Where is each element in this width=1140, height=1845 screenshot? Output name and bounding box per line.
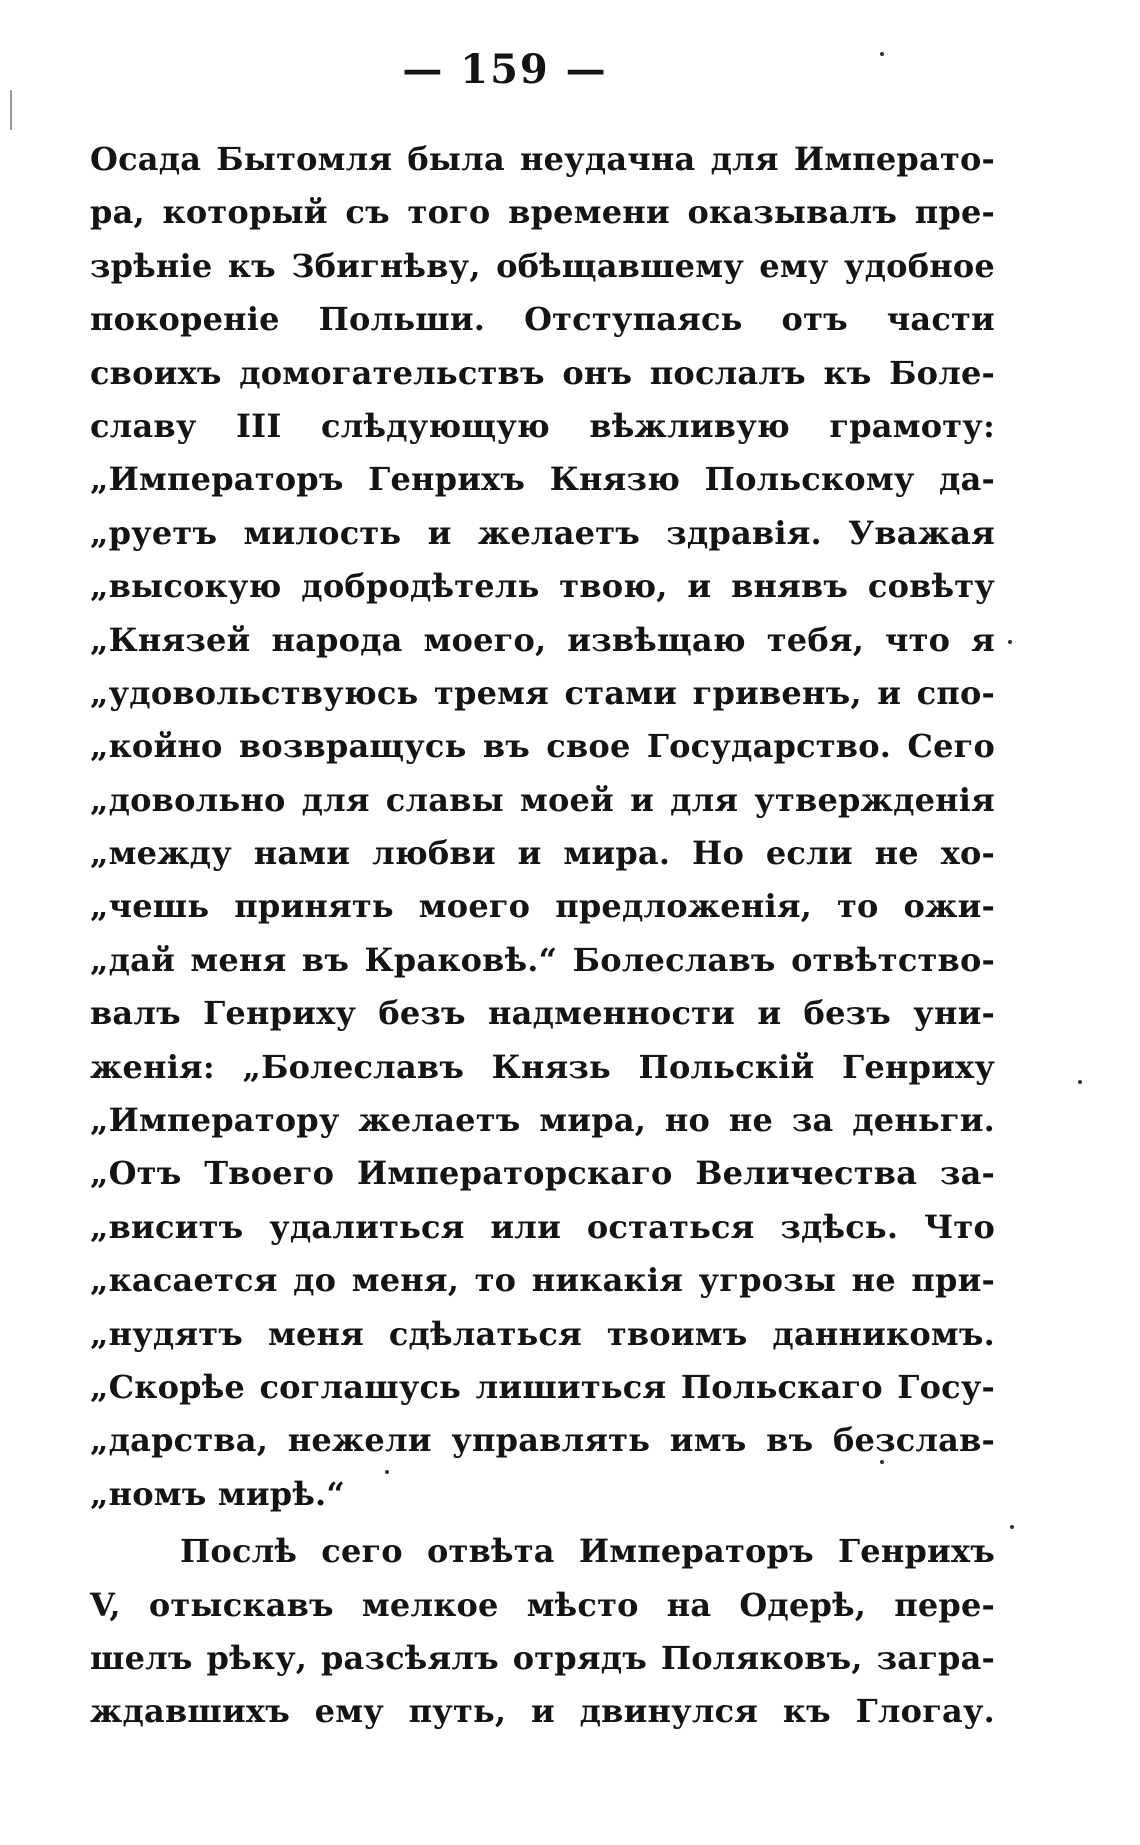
text-line: шелъ рѣку, разсѣялъ отрядъ Поляковъ, загра- — [90, 1638, 995, 1677]
text-line: Послѣ сего отвѣта Императоръ Генрихъ — [180, 1532, 995, 1571]
text-line: „чешь принять моего предложенія, то ожи- — [90, 887, 995, 926]
text-line: „Императору желаетъ мира, но не за деньги. — [90, 1101, 995, 1140]
scan-speck — [1078, 1080, 1082, 1084]
text-line: „дай меня въ Краковѣ.“ Болеславъ отвѣтство- — [90, 940, 995, 979]
text-line: своихъ домогательствъ онъ послалъ къ Боле- — [90, 353, 995, 392]
text-line: Осада Бытомля была неудачна для Императо- — [90, 140, 995, 178]
scan-speck — [385, 1470, 389, 1474]
scan-speck — [1008, 640, 1012, 644]
page-number: — 159 — — [402, 46, 608, 93]
text-line: „Императоръ Генрихъ Князю Польскому да- — [90, 460, 995, 499]
text-line: V, отыскавъ мелкое мѣсто на Одерѣ, пере- — [90, 1585, 995, 1624]
text-line: „руетъ милость и желаетъ здравія. Уважая — [90, 513, 995, 552]
text-line: „дарства, нежели управлять имъ въ безслав- — [90, 1421, 995, 1460]
text-line: „Князей народа моего, извѣщаю тебя, что я — [90, 620, 995, 659]
text-line: зрѣніе къ Збигнѣву, обѣщавшему ему удобное — [90, 246, 995, 285]
text-line: славу III слѣдующую вѣжливую грамоту: — [90, 406, 995, 445]
text-line: „койно возвращусь въ свое Государство. Сего — [90, 727, 995, 766]
text-line: „Отъ Твоего Императорскаго Величества за- — [90, 1154, 995, 1193]
text-line: „номъ мирѣ.“ — [90, 1474, 346, 1513]
text-line: „касается до меня, то никакія угрозы не при- — [90, 1261, 995, 1300]
text-line: „высокую добродѣтель твою, и внявъ совѣту — [90, 567, 995, 606]
paragraph-1 — [90, 133, 995, 1521]
text-line: „довольно для славы моей и для утвержденія — [90, 780, 995, 819]
text-line: ждавшихъ ему путь, и двинулся къ Глогау. — [90, 1692, 995, 1731]
text-line: „Скорѣе соглашусь лишиться Польскаго Госу- — [90, 1367, 995, 1406]
text-line: ра, который съ того времени оказывалъ пре- — [90, 193, 995, 232]
text-line: валъ Генриху безъ надменности и безъ уни- — [90, 994, 995, 1033]
scan-speck — [1010, 1525, 1014, 1529]
margin-scan-mark — [10, 90, 12, 130]
text-line: „удовольствуюсь тремя стами гривенъ, и спо- — [90, 673, 995, 712]
text-line: „виситъ удалиться или остаться здѣсь. Что — [90, 1207, 995, 1246]
paragraph-2 — [90, 1525, 995, 1739]
scan-speck — [880, 52, 884, 56]
scan-speck — [880, 1460, 884, 1464]
text-line: „нудятъ меня сдѣлаться твоимъ данникомъ. — [90, 1314, 995, 1353]
text-line: „между нами любви и мира. Но если не хо- — [90, 834, 995, 873]
text-line: женія: „Болеславъ Князь Польскій Генриху — [90, 1047, 995, 1086]
body-text — [90, 133, 995, 1739]
text-line: покореніе Польши. Отступаясь отъ части — [90, 300, 995, 339]
